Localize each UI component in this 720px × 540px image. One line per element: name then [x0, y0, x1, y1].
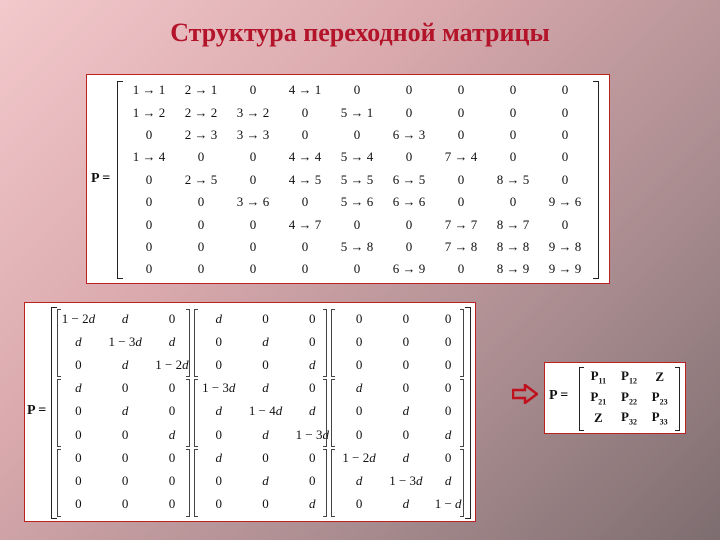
- small-matrix-cell: $P_{22}$: [621, 388, 637, 407]
- top-matrix-cell: 8 → 5: [496, 171, 530, 187]
- block-matrix-row: [55, 330, 467, 353]
- block-left-bracket: [194, 379, 198, 447]
- block-left-bracket: [194, 309, 198, 377]
- top-matrix-row: [123, 213, 591, 235]
- block-matrix-cell: 0: [262, 496, 269, 512]
- block-matrix-cell: 0: [121, 472, 129, 488]
- block-left-bracket: [57, 449, 61, 517]
- block-matrix-cell: d: [402, 496, 410, 512]
- top-matrix-cell: 2 → 1: [184, 82, 218, 98]
- block-matrix-cell: d: [309, 403, 316, 419]
- top-matrix-cell: 0: [353, 126, 361, 142]
- block-right-bracket: [186, 309, 190, 377]
- top-matrix-cell: 6 → 9: [392, 261, 426, 277]
- block-matrix-cell: 0: [444, 449, 452, 465]
- small-matrix-cell: $P_{33}$: [651, 409, 668, 428]
- block-matrix-cell: d: [168, 333, 176, 349]
- small-matrix-row: [583, 388, 675, 409]
- block-matrix-cell: 0: [355, 310, 363, 326]
- block-matrix-cell: d: [121, 310, 129, 326]
- block-matrix-box: [24, 302, 476, 522]
- block-matrix-cell: 0: [75, 403, 82, 419]
- top-matrix-cell: 0: [301, 261, 309, 277]
- block-matrix-row: [55, 353, 467, 376]
- small-matrix-box: [544, 362, 686, 434]
- block-matrix-cell: d: [355, 380, 363, 396]
- block-right-bracket: [323, 379, 327, 447]
- top-matrix-cell: 0: [405, 104, 413, 120]
- small-matrix-row: [583, 367, 675, 388]
- block-matrix-grid: [55, 307, 467, 516]
- top-matrix-cell: 2 → 3: [184, 126, 218, 142]
- top-matrix-cell: 0: [301, 126, 309, 142]
- block-matrix-row: [55, 377, 467, 400]
- block-matrix-cell: 0: [355, 333, 363, 349]
- block-matrix-cell: 1 − 3d: [295, 426, 329, 442]
- top-matrix-cell: 0: [353, 261, 361, 277]
- top-matrix-cell: 4 → 5: [288, 171, 322, 187]
- top-matrix-cell: 1 → 1: [132, 82, 166, 98]
- block-right-bracket: [460, 379, 464, 447]
- block-matrix-cell: 0: [309, 449, 316, 465]
- top-matrix-cell: 0: [405, 238, 413, 254]
- small-matrix-right-bracket: [675, 367, 680, 431]
- top-matrix-cell: 0: [509, 149, 517, 165]
- top-matrix-cell: 7 → 4: [444, 149, 478, 165]
- top-matrix-cell: 7 → 8: [444, 238, 478, 254]
- top-matrix-cell: 6 → 6: [392, 194, 426, 210]
- block-right-bracket: [460, 449, 464, 517]
- small-matrix-cell: $P_{11}$: [590, 368, 607, 387]
- block-matrix-row: [55, 446, 467, 469]
- block-matrix-cell: 0: [309, 310, 316, 326]
- top-matrix-cell: 0: [249, 82, 257, 98]
- block-matrix-cell: 0: [262, 356, 269, 372]
- top-matrix-cell: 0: [145, 126, 153, 142]
- top-matrix-cell: 0: [457, 194, 465, 210]
- block-matrix-cell: 0: [355, 496, 363, 512]
- block-matrix-row: [55, 307, 467, 330]
- block-matrix-cell: d: [444, 426, 452, 442]
- block-matrix-cell: 1 − 2d: [155, 356, 189, 372]
- top-matrix-cell: 5 → 5: [340, 171, 374, 187]
- block-matrix-cell: d: [262, 333, 269, 349]
- block-matrix-cell: 0: [402, 356, 410, 372]
- small-matrix-label: P =: [549, 388, 569, 403]
- top-matrix-cell: 8 → 9: [496, 261, 530, 277]
- top-matrix-cell: 0: [249, 216, 257, 232]
- top-matrix-row: [123, 258, 591, 280]
- block-left-bracket: [331, 309, 335, 377]
- block-matrix-cell: 0: [121, 426, 129, 442]
- block-matrix-row: [55, 469, 467, 492]
- block-right-bracket: [323, 309, 327, 377]
- block-matrix-cell: d: [402, 449, 410, 465]
- small-matrix-cell: Z: [593, 410, 603, 426]
- top-matrix-cell: 0: [197, 261, 205, 277]
- top-matrix-cell: 9 → 6: [548, 194, 582, 210]
- top-matrix-cell: 3 → 6: [236, 194, 270, 210]
- block-matrix-cell: d: [262, 380, 269, 396]
- top-matrix-cell: 0: [405, 149, 413, 165]
- block-matrix-row: [55, 423, 467, 446]
- top-matrix-cell: 4 → 1: [288, 82, 322, 98]
- top-matrix-cell: 0: [301, 194, 309, 210]
- block-matrix-cell: 0: [444, 333, 452, 349]
- top-matrix-cell: 5 → 1: [340, 104, 374, 120]
- top-matrix-cell: 3 → 2: [236, 104, 270, 120]
- right-arrow-icon: [512, 384, 538, 404]
- top-matrix-cell: 0: [145, 194, 153, 210]
- block-matrix-cell: 1 − 3d: [389, 472, 423, 488]
- top-matrix-cell: 9 → 9: [548, 261, 582, 277]
- block-matrix-cell: 0: [215, 333, 222, 349]
- block-matrix-cell: 0: [168, 449, 176, 465]
- top-matrix-cell: 0: [145, 238, 153, 254]
- top-matrix-row: [123, 169, 591, 191]
- top-matrix-cell: 0: [145, 261, 153, 277]
- top-matrix-cell: 8 → 8: [496, 238, 530, 254]
- block-matrix-cell: 0: [355, 356, 363, 372]
- top-matrix-cell: 0: [457, 261, 465, 277]
- top-matrix-cell: 0: [301, 238, 309, 254]
- block-matrix-cell: 0: [444, 310, 452, 326]
- top-matrix-cell: 3 → 3: [236, 126, 270, 142]
- block-matrix-cell: 0: [262, 449, 269, 465]
- top-matrix-cell: 8 → 7: [496, 216, 530, 232]
- top-matrix-cell: 0: [457, 104, 465, 120]
- block-matrix-cell: 0: [215, 472, 222, 488]
- top-matrix-cell: 0: [561, 126, 569, 142]
- top-matrix-cell: 0: [405, 216, 413, 232]
- top-matrix-cell: 0: [353, 82, 361, 98]
- block-matrix-cell: d: [215, 403, 222, 419]
- top-matrix-cell: 0: [561, 216, 569, 232]
- top-matrix-row: [123, 79, 591, 101]
- block-matrix-cell: 0: [309, 472, 316, 488]
- top-matrix-box: [86, 74, 610, 284]
- top-matrix-cell: 2 → 5: [184, 171, 218, 187]
- block-matrix-cell: d: [309, 496, 316, 512]
- block-left-bracket: [57, 379, 61, 447]
- top-matrix-row: [123, 236, 591, 258]
- top-matrix-cell: 0: [249, 149, 257, 165]
- block-matrix-cell: 0: [121, 496, 129, 512]
- top-matrix-cell: 0: [249, 238, 257, 254]
- block-matrix-row: [55, 493, 467, 516]
- top-matrix-cell: 0: [561, 149, 569, 165]
- top-matrix-cell: 5 → 4: [340, 149, 374, 165]
- block-matrix-cell: 1 − 2d: [342, 449, 376, 465]
- block-matrix-cell: 0: [444, 380, 452, 396]
- block-matrix-cell: 0: [262, 310, 269, 326]
- top-matrix-grid: [123, 79, 591, 281]
- top-matrix-cell: 0: [197, 238, 205, 254]
- block-matrix-cell: d: [262, 472, 269, 488]
- top-matrix-cell: 0: [457, 171, 465, 187]
- top-matrix-cell: 9 → 8: [548, 238, 582, 254]
- block-matrix-cell: 0: [402, 426, 410, 442]
- top-matrix-cell: 5 → 6: [340, 194, 374, 210]
- small-matrix-cell: $P_{32}$: [621, 409, 637, 428]
- block-left-bracket: [331, 449, 335, 517]
- top-matrix-cell: 2 → 2: [184, 104, 218, 120]
- block-matrix-cell: 0: [75, 449, 82, 465]
- top-matrix-cell: 0: [509, 82, 517, 98]
- small-matrix-cell: Z: [655, 369, 664, 385]
- top-matrix-cell: 0: [145, 171, 153, 187]
- block-matrix-cell: 1 − 4d: [248, 403, 283, 419]
- block-matrix-cell: 0: [121, 449, 129, 465]
- block-left-bracket: [194, 449, 198, 517]
- top-matrix-cell: 0: [457, 82, 465, 98]
- block-matrix-cell: 0: [168, 310, 176, 326]
- top-matrix-cell: 0: [561, 171, 569, 187]
- block-matrix-cell: 0: [75, 496, 82, 512]
- block-matrix-cell: d: [444, 472, 452, 488]
- block-matrix-cell: d: [215, 449, 222, 465]
- small-matrix-row: [583, 408, 675, 429]
- block-matrix-cell: 1 − d: [434, 496, 462, 512]
- top-matrix-cell: 6 → 5: [392, 171, 426, 187]
- top-matrix-cell: 7 → 7: [444, 216, 478, 232]
- block-matrix-label: P =: [27, 403, 47, 418]
- block-right-bracket: [323, 449, 327, 517]
- block-matrix-cell: d: [121, 356, 129, 372]
- top-matrix-cell: 0: [509, 194, 517, 210]
- block-matrix-cell: d: [75, 333, 82, 349]
- block-matrix-cell: d: [355, 472, 363, 488]
- block-right-bracket: [186, 449, 190, 517]
- block-matrix-cell: 1 − 3d: [108, 333, 142, 349]
- top-matrix-row: [123, 124, 591, 146]
- block-matrix-cell: 0: [402, 310, 410, 326]
- block-matrix-cell: 0: [168, 472, 176, 488]
- block-matrix-cell: d: [262, 426, 269, 442]
- top-matrix-cell: 0: [249, 261, 257, 277]
- block-right-bracket: [460, 309, 464, 377]
- small-matrix-cell: $P_{23}$: [651, 388, 668, 407]
- top-matrix-cell: 0: [561, 104, 569, 120]
- block-left-bracket: [331, 379, 335, 447]
- block-matrix-cell: 0: [444, 356, 452, 372]
- block-matrix-cell: 0: [309, 333, 316, 349]
- block-matrix-cell: d: [215, 310, 222, 326]
- top-matrix-cell: 4 → 4: [288, 149, 322, 165]
- block-matrix-cell: 0: [355, 403, 363, 419]
- block-matrix-cell: d: [121, 403, 129, 419]
- block-matrix-cell: d: [75, 380, 82, 396]
- top-matrix-cell: 1 → 2: [132, 104, 166, 120]
- top-matrix-cell: 0: [561, 82, 569, 98]
- top-matrix-cell: 0: [405, 82, 413, 98]
- top-matrix-row: [123, 191, 591, 213]
- top-matrix-row: [123, 101, 591, 123]
- block-matrix-cell: 0: [402, 333, 410, 349]
- block-matrix-cell: 0: [444, 403, 452, 419]
- block-matrix-cell: 0: [121, 380, 129, 396]
- block-matrix-cell: 1 − 2d: [61, 310, 96, 326]
- top-matrix-cell: 5 → 8: [340, 238, 374, 254]
- block-matrix-cell: 0: [75, 472, 82, 488]
- top-matrix-cell: 0: [197, 194, 205, 210]
- block-matrix-cell: 0: [168, 380, 176, 396]
- block-matrix-cell: d: [309, 356, 316, 372]
- block-matrix-row: [55, 400, 467, 423]
- block-matrix-cell: 0: [215, 496, 222, 512]
- top-matrix-cell: 6 → 3: [392, 126, 426, 142]
- block-matrix-cell: 0: [309, 380, 316, 396]
- block-matrix-cell: d: [402, 403, 410, 419]
- block-matrix-cell: 0: [168, 403, 176, 419]
- block-matrix-cell: 0: [355, 426, 363, 442]
- top-matrix-cell: 0: [509, 104, 517, 120]
- small-matrix-cell: $P_{12}$: [621, 368, 637, 387]
- small-matrix-cell: $P_{21}$: [590, 388, 607, 407]
- block-matrix-cell: 0: [402, 380, 410, 396]
- block-matrix-cell: 0: [75, 356, 82, 372]
- block-left-bracket: [57, 309, 61, 377]
- top-matrix-cell: 0: [197, 149, 205, 165]
- top-matrix-cell: 0: [457, 126, 465, 142]
- top-matrix-cell: 0: [145, 216, 153, 232]
- top-matrix-cell: 0: [353, 216, 361, 232]
- top-matrix-label: P =: [91, 171, 111, 186]
- top-matrix-row: [123, 146, 591, 168]
- top-matrix-cell: 0: [301, 104, 309, 120]
- slide-title: Структура переходной матрицы: [170, 18, 550, 47]
- block-right-bracket: [186, 379, 190, 447]
- top-matrix-cell: 0: [197, 216, 205, 232]
- block-matrix-cell: 0: [215, 426, 222, 442]
- top-matrix-cell: 1 → 4: [132, 149, 166, 165]
- top-matrix-cell: 4 → 7: [288, 216, 322, 232]
- small-matrix-grid: [583, 367, 675, 429]
- block-matrix-cell: 1 − 3d: [202, 380, 236, 396]
- block-matrix-cell: d: [168, 426, 176, 442]
- top-matrix-right-bracket: [593, 81, 599, 279]
- top-matrix-cell: 0: [509, 126, 517, 142]
- top-matrix-cell: 0: [249, 171, 257, 187]
- block-matrix-cell: 0: [75, 426, 82, 442]
- block-matrix-cell: 0: [168, 496, 176, 512]
- block-matrix-cell: 0: [215, 356, 222, 372]
